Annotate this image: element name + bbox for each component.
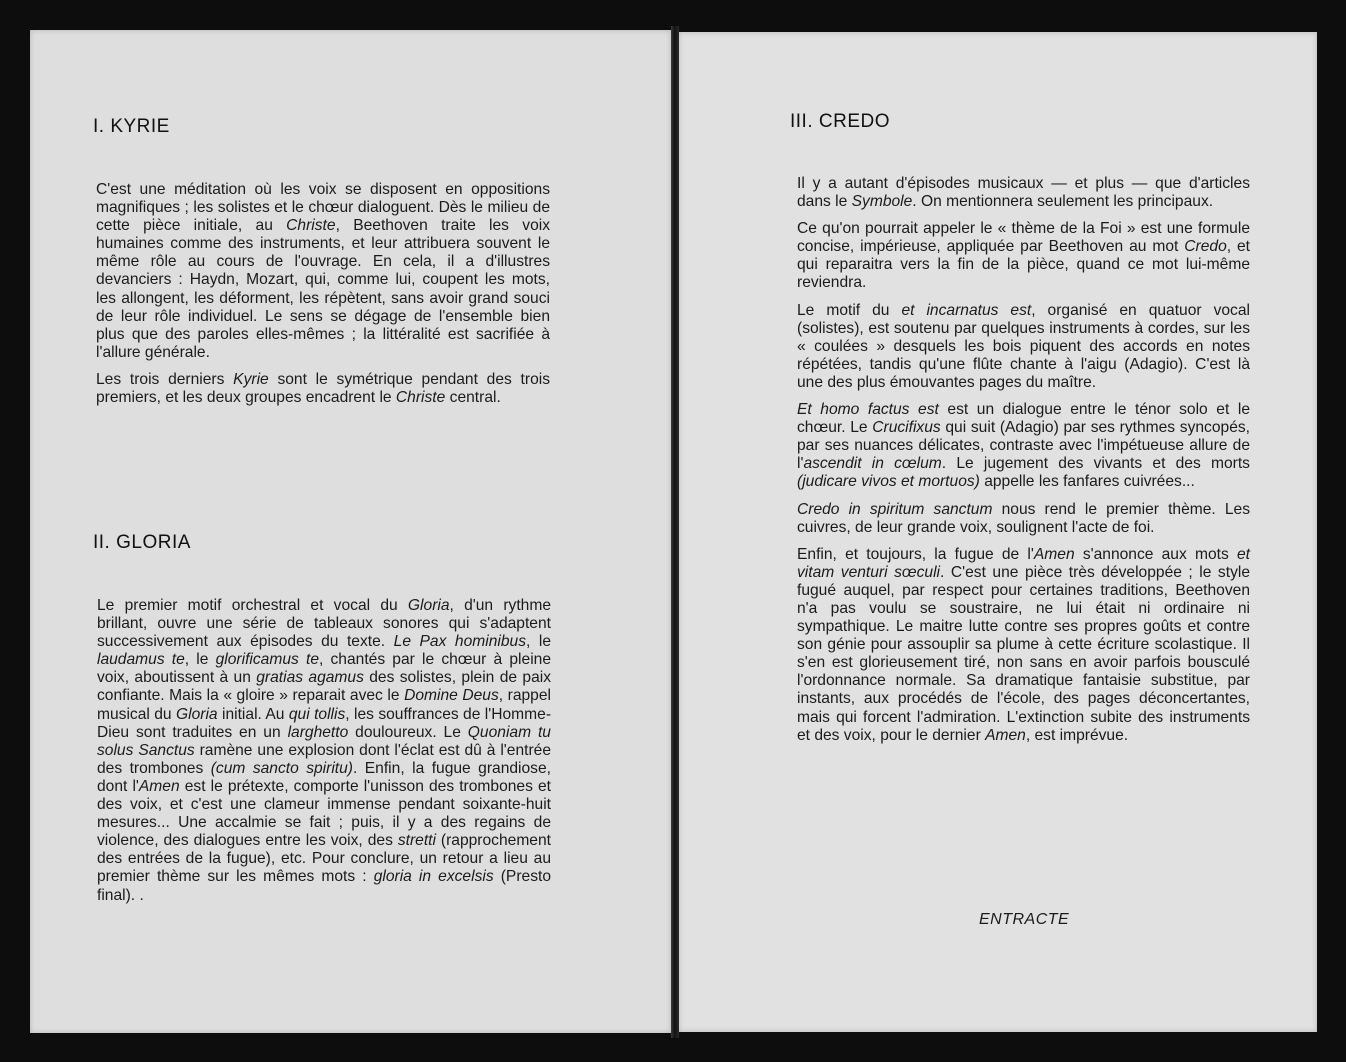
text-run: C'est une méditation où les voix se disposent en oppositions magnifiques ; les solistes et le chœur dialoguent. Dès le milieu de cette pièce initiale, au	[96, 181, 550, 235]
italic-run: glorificamus te	[215, 651, 319, 669]
text-run: Le premier motif orchestral et vocal du	[97, 597, 408, 614]
text-run: . C'est une pièce très développée ; le style fugué auquel, par respect pour certaines traditions, Beethoven n'a pas voulu se soustraire, ne lui était ni ordinaire ni sympathique. Le maitre lutte contre ses propres goûts et contre son génie pour assouplir sa plume à cette écriture scolastique. Il s'en est glorieusement tiré, non sans en avoir parfois bousculé l'ordonnance normale. Sa dramatique fantaisie substitue, par instants, aux procédés de l'école, des pages déconcertantes, mais qui forcent l'admiration. L'extinction subite des instruments et des voix, pour le dernier	[797, 563, 1251, 744]
text-run: , le	[526, 633, 551, 651]
italic-run: laudamus te	[97, 651, 185, 669]
kyrie-heading: I. KYRIE	[93, 116, 170, 137]
italic-run: Et homo factus est	[797, 401, 939, 419]
text-run: Ce qu'on pourrait appeler le « thème de la Foi » est une formule concise, impérieuse, appliquée par Beethoven au mot	[797, 220, 1250, 256]
italic-run: Credo	[1184, 238, 1227, 256]
italic-run: qui tollis	[288, 705, 346, 723]
italic-run: Amen	[985, 726, 1026, 744]
text-run: Les trois derniers	[96, 370, 234, 388]
text-run: , Beethoven traite les voix humaines comme des instruments, et leur attribuera souvent le même rôle au cours de l'ouvrage. En cela, il a d'illustres devanciers : Haydn, Mozart, qui, comme lui, coupent les mots, les allongent, les déforment, les répètent, sans avoir grand souci de leur rôle individuel. Le sens se dégage de l'ensemble bien plus que des paroles elles-mêmes ; la littéralité est sacrifiée à l'allure générale.	[96, 217, 550, 361]
text-run: Il y a autant d'épisodes musicaux — et plus — que d'articles dans le	[797, 175, 1250, 211]
text-run: sont le symétrique pendant des trois premiers, et les deux groupes encadrent le	[96, 370, 550, 407]
text-run: qui suit (Adagio) par ses rythmes syncopés, par ses nuances délicates, contraste avec l'impétueuse allure de l'	[797, 419, 1250, 473]
text-run: (Presto final). .	[97, 868, 551, 904]
italic-run: Le Pax hominibus	[393, 633, 526, 651]
text-run: appelle les fanfares cuivrées...	[979, 473, 1195, 491]
italic-run: Crucifixus	[872, 419, 941, 437]
italic-run: Christe	[286, 217, 336, 235]
text-run: est un dialogue entre le ténor solo et le chœur. Le	[797, 401, 1250, 437]
paragraph	[96, 371, 550, 407]
text-run: . Enfin, la fugue grandiose, dont l'	[97, 759, 551, 795]
text-run: , les souffrances de l'Homme-Dieu sont traduites en un	[97, 705, 552, 741]
text-run: , chantés par le chœur à pleine voix, aboutissent à un	[97, 651, 552, 687]
italic-run: (cum sancto spiritu)	[210, 759, 353, 777]
text-run: . Le jugement des vivants et des morts	[941, 455, 1250, 473]
italic-run: et vitam venturi sœculi	[797, 545, 1250, 581]
italic-run: gratias agamus	[256, 669, 364, 687]
text-run: initial. Au	[217, 705, 289, 723]
italic-run: ascendit in cœlum	[803, 455, 942, 473]
book-gutter	[671, 26, 679, 1038]
text-run: Le motif du	[797, 301, 902, 319]
paragraph	[797, 401, 1250, 491]
paragraph	[797, 220, 1250, 292]
entracte-label: ENTRACTE	[979, 911, 1070, 928]
italic-run: Quoniam tu solus Sanctus	[97, 723, 551, 759]
paragraph	[797, 546, 1250, 745]
gloria-heading: II. GLORIA	[93, 532, 191, 553]
text-run: , d'un rythme brillant, ouvre une série de tableaux sonores qui s'adaptent successivement aux épisodes du texte.	[97, 597, 551, 651]
italic-run: Symbole	[851, 193, 913, 211]
text-run: . On mentionnera seulement les principaux.	[912, 193, 1214, 211]
text-run: , organisé en quatuor vocal (solistes), est soutenu par quelques instruments à cordes, sur les « coulées » desquels les bois piquent des accords en notes répétées, tandis qu'une flûte chante à l'aigu (Adagio). C'est là une des plus émouvantes pages du maître.	[797, 301, 1250, 391]
paragraph	[797, 175, 1250, 211]
italic-run: Gloria	[407, 597, 450, 614]
text-run: Enfin, et toujours, la fugue de l'	[797, 545, 1034, 563]
text-run: , et qui reparaitra vers la fin de la pièce, quand ce mot lui-même reviendra.	[797, 238, 1250, 292]
paragraph	[97, 597, 551, 905]
italic-run: Christe	[395, 389, 446, 407]
text-run: (rapprochement des entrées de la fugue), etc. Pour conclure, un retour a lieu au premier thème sur les mêmes mots :	[97, 832, 551, 886]
text-run: , rappel musical du	[97, 687, 551, 723]
italic-run: Kyrie	[233, 370, 269, 388]
text-run: s'annonce aux mots	[1074, 545, 1237, 563]
italic-run: Gloria	[176, 705, 218, 723]
italic-run: gloria in excelsis	[373, 868, 494, 886]
paragraph	[797, 302, 1250, 392]
text-run: ramène une explosion dont l'éclat est dû à l'entrée des trombones	[97, 741, 551, 777]
italic-run: Amen	[138, 777, 180, 795]
text-run: , le	[184, 651, 216, 669]
text-run: est le prétexte, comporte l'unisson des trombones et des voix, et c'est une clameur immense pendant soixante-huit mesures... Une accalmie se fait ; puis, il y a des regains de violence, des dialogues entre les voix, des	[97, 777, 551, 850]
kyrie-text	[96, 181, 550, 416]
credo-text	[797, 175, 1250, 754]
text-run: des solistes, plein de paix confiante. Mais la « gloire » reparait avec le	[97, 669, 552, 705]
gloria-text	[97, 597, 551, 914]
text-run: nous rend le premier thème. Les cuivres, de leur grande voix, soulignent l'acte de foi.	[797, 500, 1250, 536]
credo-heading: III. CREDO	[790, 111, 891, 132]
text-run: , est imprévue.	[1025, 726, 1129, 744]
text-run: central.	[445, 389, 501, 407]
italic-run: et incarnatus est	[901, 301, 1032, 319]
italic-run: Domine Deus	[404, 687, 499, 705]
text-run: douloureux. Le	[348, 723, 468, 741]
italic-run: larghetto	[287, 723, 349, 741]
italic-run: (judicare vivos et mortuos)	[797, 473, 980, 491]
italic-run: Credo in spiritum sanctum	[797, 500, 993, 518]
paragraph	[96, 181, 550, 362]
italic-run: Amen	[1033, 545, 1075, 563]
italic-run: stretti	[397, 832, 436, 850]
paragraph	[797, 501, 1250, 537]
